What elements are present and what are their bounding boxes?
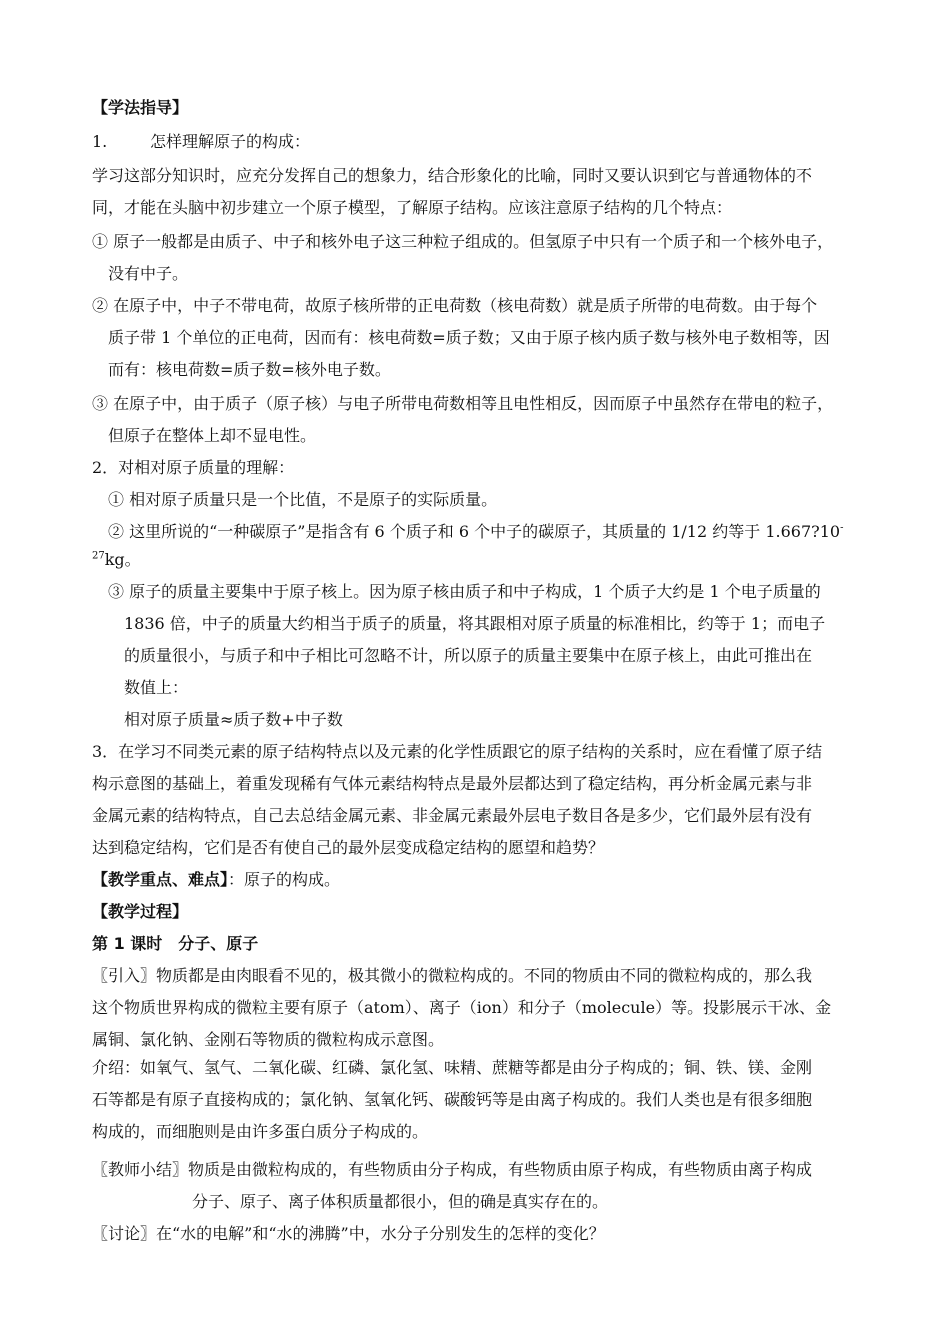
- summary-line: 〖教师小结〗物质是由微粒构成的，有些物质由分子构成，有些物质由原子构成，有些物质由离子构成: [92, 1160, 813, 1179]
- list-item-text: ② 这里所说的“一种碳原子”是指含有 6 个质子和 6 个中子的碳原子，其质量的 1/12 约等于 1.667?10: [108, 522, 841, 541]
- paragraph-line: 构成的，而细胞则是由许多蛋白质分子构成的。: [92, 1122, 429, 1141]
- list-item-line: ① 原子一般都是由质子、中子和核外电子这三种粒子组成的。但氢原子中只有一个质子和一个核外电子，: [92, 232, 834, 251]
- formula: 相对原子质量≈质子数+中子数: [124, 710, 343, 729]
- key-points-text: ：原子的构成。: [228, 870, 341, 889]
- paragraph-line: 学习这部分知识时，应充分发挥自己的想象力，结合形象化的比喻，同时又要认识到它与普通物体的不: [92, 166, 813, 185]
- paragraph-line: 〖引入〗物质都是由肉眼看不见的，极其微小的微粒构成的。不同的物质由不同的微粒构成的，那么我: [92, 966, 813, 985]
- item1-title: 怎样理解原子的构成：: [150, 132, 311, 151]
- list-item-line: [108, 516, 843, 548]
- study-guide-heading: 【学法指导】: [92, 98, 189, 117]
- discussion-line: 〖讨论〗在“水的电解”和“水的沸腾”中，水分子分别发生的怎样的变化？: [92, 1224, 605, 1243]
- paragraph-line: 这个物质世界构成的微粒主要有原子（atom）、离子（ion）和分子（molecule）等。投影展示干冰、金: [92, 998, 832, 1017]
- paragraph-line: 3．在学习不同类元素的原子结构特点以及元素的化学性质跟它的原子结构的关系时，应在看懂了原子结: [92, 742, 823, 761]
- paragraph-line: 同，才能在头脑中初步建立一个原子模型，了解原子结构。应该注意原子结构的几个特点：: [92, 198, 733, 217]
- list-item-line: 1836 倍，中子的质量大约相当于质子的质量，将其跟相对原子质量的标准相比，约等于 1；而电子: [124, 614, 826, 633]
- list-item-line: 的质量很小，与质子和中子相比可忽略不计，所以原子的质量主要集中在原子核上，由此可推出在: [124, 646, 813, 665]
- paragraph-line: 达到稳定结构，它们是否有使自己的最外层变成稳定结构的愿望和趋势？: [92, 838, 605, 857]
- process-heading: 【教学过程】: [92, 902, 189, 921]
- list-item-line: 但原子在整体上却不显电性。: [108, 426, 317, 445]
- list-item-line: 质子带 1 个单位的正电荷，因而有：核电荷数=质子数；又由于原子核内质子数与核外电子数相等，因: [108, 328, 830, 347]
- superscript: -: [840, 522, 844, 534]
- list-item-line: [92, 544, 141, 576]
- paragraph-line: 石等都是有原子直接构成的；氯化钠、氢氧化钙、碳酸钙等是由离子构成的。我们人类也是有很多细胞: [92, 1090, 813, 1109]
- key-points-label: 【教学重点、难点】: [92, 870, 229, 889]
- paragraph-line: 金属元素的结构特点，自己去总结金属元素、非金属元素最外层电子数目各是多少，它们最外层有没有: [92, 806, 813, 825]
- superscript: 27: [92, 550, 105, 562]
- lesson-title: 第 1 课时 分子、原子: [92, 934, 259, 953]
- list-item-line: 而有：核电荷数=质子数=核外电子数。: [108, 360, 391, 379]
- paragraph-line: 介绍：如氧气、氢气、二氧化碳、红磷、氯化氢、味精、蔗糖等都是由分子构成的；铜、铁、镁、金刚: [92, 1058, 813, 1077]
- item2-title: 2．对相对原子质量的理解：: [92, 458, 295, 477]
- list-item-line: ③ 在原子中，由于质子（原子核）与电子所带电荷数相等且电性相反，因而原子中虽然存在带电的粒子，: [92, 394, 834, 413]
- item1-number: 1.: [92, 132, 108, 151]
- list-item-text: kg。: [104, 550, 141, 569]
- list-item-line: ① 相对原子质量只是一个比值，不是原子的实际质量。: [108, 490, 498, 509]
- paragraph-line: 构示意图的基础上，着重发现稀有气体元素结构特点是最外层都达到了稳定结构，再分析金属元素与非: [92, 774, 813, 793]
- list-item-line: ③ 原子的质量主要集中于原子核上。因为原子核由质子和中子构成，1 个质子大约是 1 个电子质量的: [108, 582, 821, 601]
- list-item-line: ② 在原子中，中子不带电荷，故原子核所带的正电荷数（核电荷数）就是质子所带的电荷数。由于每个: [92, 296, 818, 315]
- list-item-line: 没有中子。: [108, 264, 189, 283]
- summary-line: 分子、原子、离子体积质量都很小，但的确是真实存在的。: [192, 1192, 609, 1211]
- paragraph-line: 属铜、氯化钠、金刚石等物质的微粒构成示意图。: [92, 1030, 445, 1049]
- key-points-line: [92, 864, 340, 896]
- list-item-line: 数值上：: [124, 678, 189, 697]
